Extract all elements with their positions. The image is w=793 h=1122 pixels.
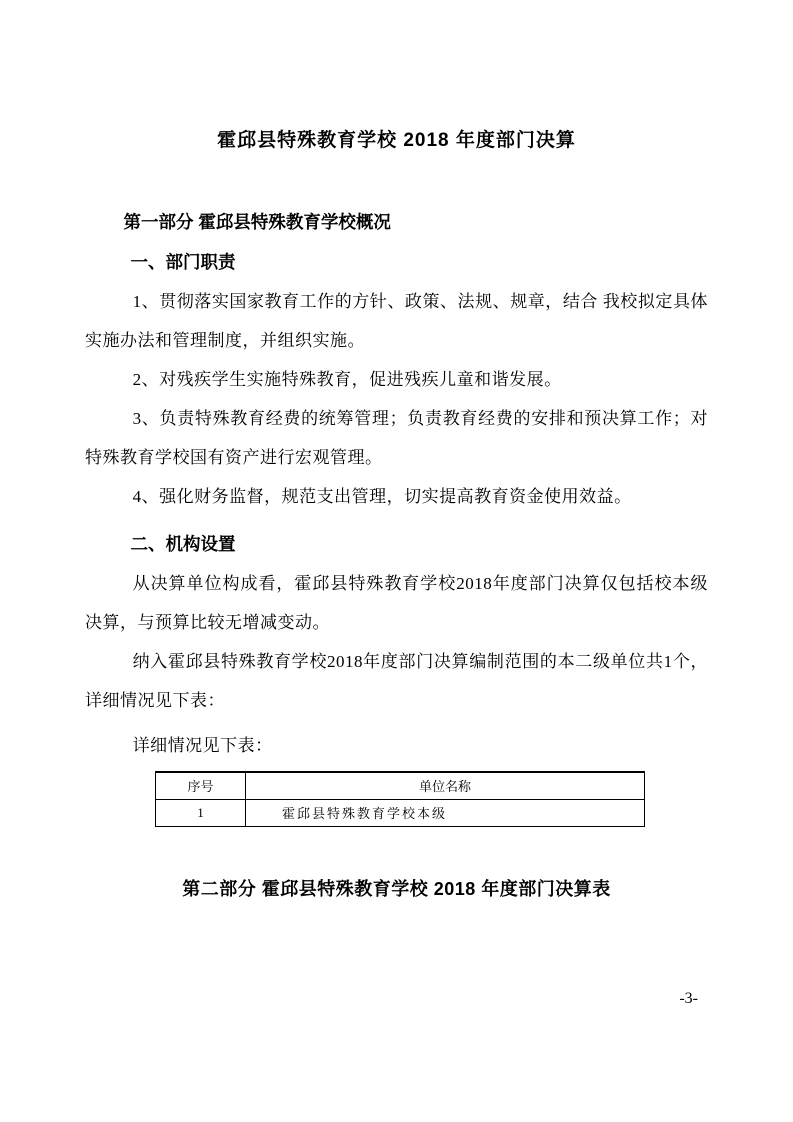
unit-table-header-seq: 序号 — [156, 772, 246, 799]
unit-table-header-row — [156, 772, 645, 799]
org-paragraph-2: 纳入霍邱县特殊教育学校2018年度部门决算编制范围的本二级单位共1个，详细情况见下表： — [85, 652, 708, 710]
duty-item-1: 1、贯彻落实国家教育工作的方针、政策、法规、规章，结合 我校拟定具体实施办法和管理制度，并组织实施。 — [85, 292, 708, 350]
part1-heading: 第一部分 霍邱县特殊教育学校概况 — [123, 212, 391, 232]
page-number: -3- — [679, 990, 698, 1007]
unit-table-cell-seq: 1 — [156, 799, 246, 826]
duty-item-4: 4、强化财务监督，规范支出管理，切实提高教育资金使用效益。 — [132, 487, 632, 506]
section1-heading: 一、部门职责 — [130, 252, 236, 272]
unit-table-header-name: 单位名称 — [246, 772, 645, 799]
duty-item-2: 2、对残疾学生实施特殊教育，促进残疾儿童和谐发展。 — [132, 370, 562, 389]
table-lead-in: 详细情况见下表： — [132, 736, 273, 755]
part2-heading: 第二部分 霍邱县特殊教育学校 2018 年度部门决算表 — [182, 878, 611, 899]
section2-heading: 二、机构设置 — [130, 534, 236, 554]
unit-table — [155, 771, 645, 827]
org-paragraph-1: 从决算单位构成看，霍邱县特殊教育学校2018年度部门决算仅包括校本级决算，与预算比较无增减变动。 — [85, 574, 708, 632]
unit-table-row — [156, 799, 645, 826]
duty-item-3: 3、负责特殊教育经费的统筹管理；负责教育经费的安排和预决算工作；对特殊教育学校国有资产进行宏观管理。 — [85, 409, 708, 467]
unit-table-cell-name: 霍邱县特殊教育学校本级 — [246, 799, 645, 826]
document-title: 霍邱县特殊教育学校 2018 年度部门决算 — [217, 130, 576, 151]
